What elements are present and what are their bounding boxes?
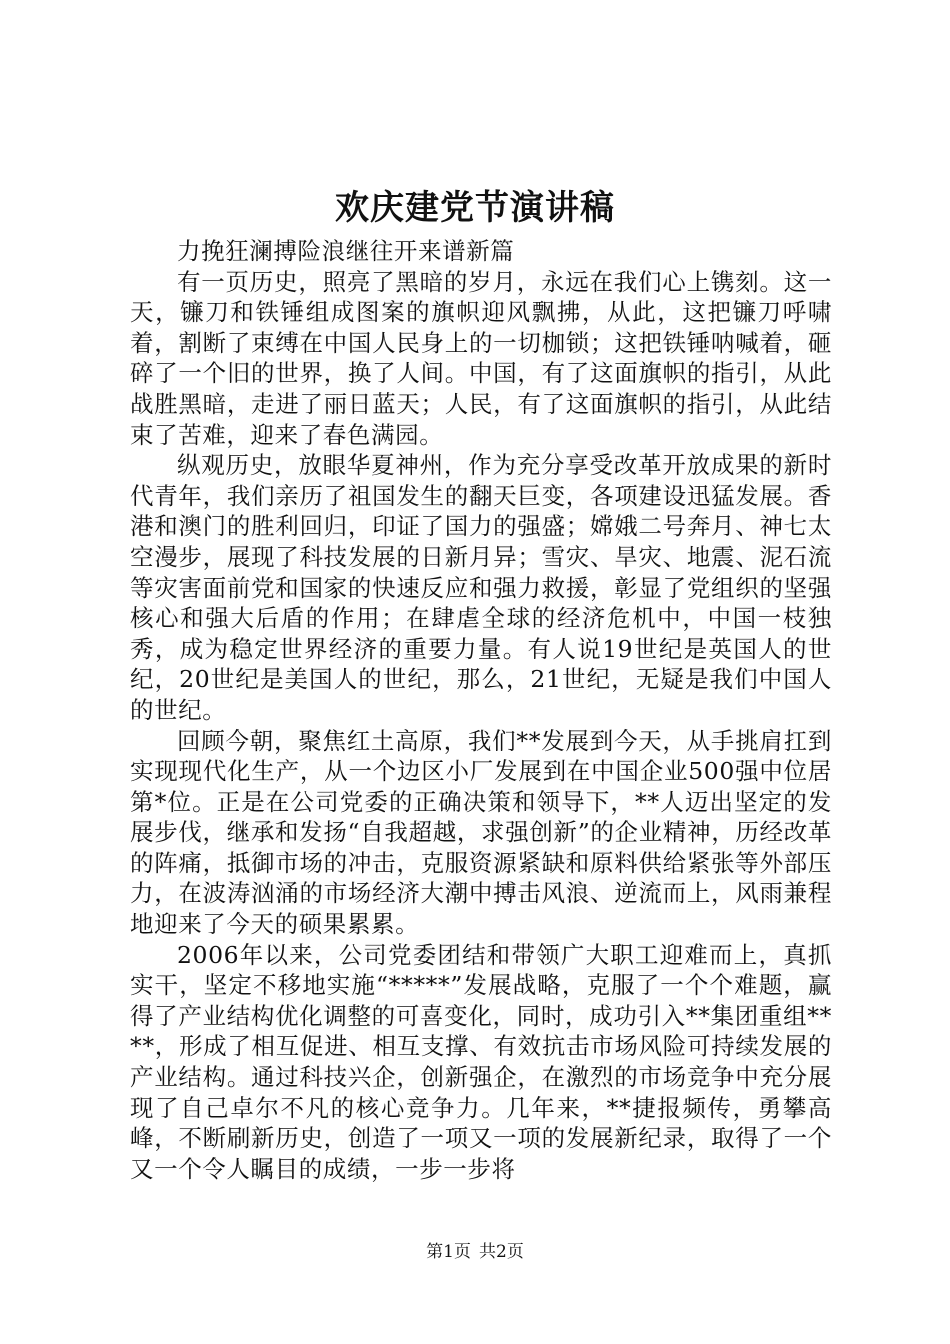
body-paragraph: 2006年以来，公司党委团结和带领广大职工迎难而上，真抓实干，坚定不移地实施“*****”发展战略，克服了一个个难题，赢得了产业结构优化调整的可喜变化，同时，成功引入**集团重组****，形成了相互促进、相互支撑、有效抗击市场风险可持续发展的产业结构。通过科技兴企，创新强企，在激烈的市场竞争中充分展现了自己卓尔不凡的核心竞争力。几年来，**捷报频传，勇攀高峰，不断刷新历史，创造了一项又一项的发展新纪录，取得了一个又一个令人瞩目的成绩，一步一步将 (130, 940, 832, 1183)
body-paragraph: 有一页历史，照亮了黑暗的岁月，永远在我们心上镌刻。这一天，镰刀和铁锤组成图案的旗帜迎风飘拂，从此，这把镰刀呼啸着，割断了束缚在中国人民身上的一切枷锁；这把铁锤呐喊着，砸碎了一个旧的世界，换了人间。中国，有了这面旗帜的指引，从此战胜黑暗，走进了丽日蓝天；人民，有了这面旗帜的指引，从此结束了苦难，迎来了春色满园。 (130, 267, 832, 449)
page-count: 共2页 (479, 1242, 524, 1262)
page-footer (0, 1240, 950, 1264)
body-paragraph: 纵观历史，放眼华夏神州，作为充分享受改革开放成果的新时代青年，我们亲历了祖国发生的翻天巨变，各项建设迅猛发展。香港和澳门的胜利回归，印证了国力的强盛；嫦娥二号奔月、神七太空漫步，展现了科技发展的日新月异；雪灾、旱灾、地震、泥石流等灾害面前党和国家的快速反应和强力救援，彰显了党组织的坚强核心和强大后盾的作用；在肆虐全球的经济危机中，中国一枝独秀，成为稳定世界经济的重要力量。有人说19世纪是英国人的世纪，20世纪是美国人的世纪，那么，21世纪，无疑是我们中国人的世纪。 (130, 451, 832, 724)
page-number: 第1页 (426, 1242, 471, 1262)
body-paragraph: 回顾今朝，聚焦红土高原，我们**发展到今天，从手挑肩扛到实现现代化生产，从一个边区小厂发展到在中国企业500强中位居第*位。正是在公司党委的正确决策和领导下，**人迈出坚定的发展步伐，继承和发扬“自我超越，求强创新”的企业精神，历经改革的阵痛，抵御市场的冲击，克服资源紧缺和原料供给紧张等外部压力，在波涛汹涌的市场经济大潮中搏击风浪、逆流而上，风雨兼程地迎来了今天的硕果累累。 (130, 726, 832, 939)
document-subtitle: 力挽狂澜搏险浪继往开来谱新篇 (177, 237, 515, 265)
page-title: 欢庆建党节演讲稿 (335, 188, 615, 228)
document-body (130, 236, 832, 1184)
